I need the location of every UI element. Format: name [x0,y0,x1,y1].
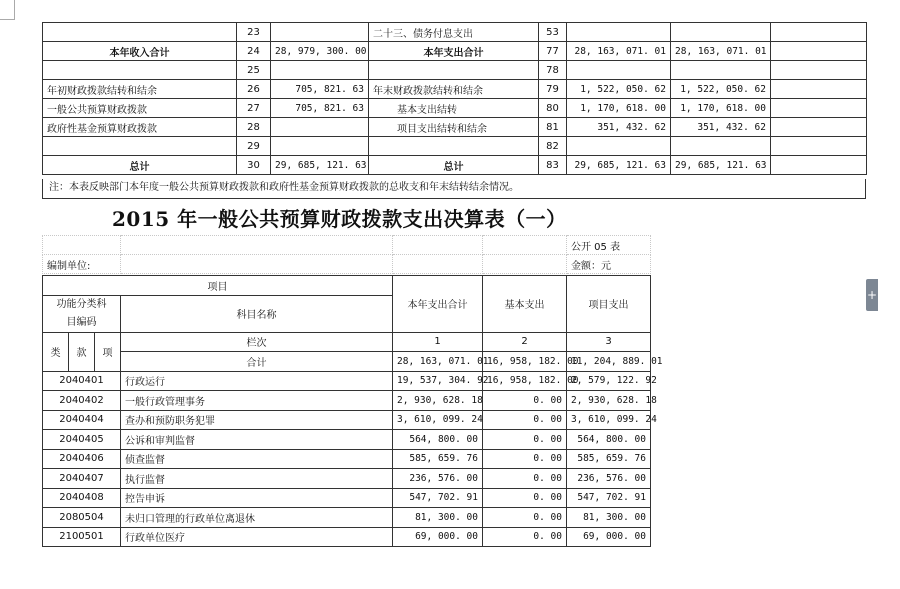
expenditure-rows [43,276,663,547]
subject-name: 公诉和审判监督 [121,430,393,450]
income-line-number: 30 [237,156,271,175]
subject-name: 控告申诉 [121,488,393,508]
basic-expense: 0. 00 [483,430,567,450]
income-expense-rows [43,23,867,175]
table-row [43,449,651,469]
expense-amount-total [567,137,671,156]
column-number-3: 3 [567,332,651,352]
expense-amount-total [567,61,671,80]
expense-item-label: 项目支出结转和结余 [369,118,539,137]
subject-name: 行政运行 [121,371,393,391]
table-row [43,391,651,411]
table-row [43,469,651,489]
total-expense: 585, 659. 76 [393,449,483,469]
income-item-label: 总计 [43,156,237,175]
project-expense: 81, 300. 00 [567,508,651,528]
total-expense: 547, 702. 91 [393,488,483,508]
expense-item-label [369,137,539,156]
expense-amount-total [567,23,671,42]
income-item-label [43,23,237,42]
expense-item-label: 年末财政拨款结转和结余 [369,80,539,99]
subject-name: 未归口管理的行政单位离退休 [121,508,393,528]
table-row [43,137,867,156]
income-amount: 705, 821. 63 [271,99,369,118]
basic-expense: 0. 00 [483,527,567,547]
table-row [43,99,867,118]
income-item-label [43,137,237,156]
table-row [43,430,651,450]
total-expense: 236, 576. 00 [393,469,483,489]
column-number-2: 2 [483,332,567,352]
expense-item-label: 基本支出结转 [369,99,539,118]
header-xiang: 项 [95,332,121,371]
income-amount [271,118,369,137]
subject-name: 执行监督 [121,469,393,489]
header-lei: 类 [43,332,69,371]
table-row [43,23,867,42]
item-header: 项目 [43,276,393,296]
basic-expense: 0. 00 [483,449,567,469]
project-expense: 2, 579, 122. 92 [567,371,651,391]
income-amount [271,137,369,156]
function-code: 2040402 [43,391,121,411]
income-line-number: 24 [237,42,271,61]
blank-cell [771,99,867,118]
income-line-number: 28 [237,118,271,137]
total-expense: 564, 800. 00 [393,430,483,450]
income-amount: 705, 821. 63 [271,80,369,99]
blank-cell [771,61,867,80]
expense-line-number: 82 [539,137,567,156]
expand-panel-button[interactable]: + [866,279,878,311]
table-row [43,156,867,175]
header-subject-name: 科目名称 [121,295,393,332]
sum-total: 28, 163, 071. 01 [393,352,483,372]
table-row [43,488,651,508]
project-expense: 564, 800. 00 [567,430,651,450]
income-amount [271,23,369,42]
expense-amount-budget: 29, 685, 121. 63 [671,156,771,175]
function-code: 2040408 [43,488,121,508]
income-item-label: 一般公共预算财政拨款 [43,99,237,118]
expense-line-number: 81 [539,118,567,137]
expense-item-label: 本年支出合计 [369,42,539,61]
project-expense: 547, 702. 91 [567,488,651,508]
page-corner-mark-h [0,19,14,20]
subject-name: 一般行政管理事务 [121,391,393,411]
project-expense: 585, 659. 76 [567,449,651,469]
income-line-number: 23 [237,23,271,42]
income-line-number: 29 [237,137,271,156]
income-item-label [43,61,237,80]
page-corner-mark [14,0,15,20]
table-row [43,61,867,80]
header-func-code: 功能分类科目编码 [43,295,121,332]
expense-line-number: 78 [539,61,567,80]
basic-expense: 0. 00 [483,508,567,528]
expense-amount-budget: 351, 432. 62 [671,118,771,137]
income-item-label: 年初财政拨款结转和结余 [43,80,237,99]
amount-unit: 金额：元 [567,255,651,274]
expense-amount-budget: 28, 163, 071. 01 [671,42,771,61]
blank-cell [771,156,867,175]
function-code: 2040404 [43,410,121,430]
function-code: 2040406 [43,449,121,469]
table-row [43,410,651,430]
expense-item-label: 二十三、债务付息支出 [369,23,539,42]
function-code: 2040405 [43,430,121,450]
sum-label: 合计 [121,352,393,372]
function-code: 2040401 [43,371,121,391]
function-code: 2040407 [43,469,121,489]
report-header-grid [42,235,651,274]
table-row [43,371,651,391]
expense-line-number: 80 [539,99,567,118]
expense-amount-budget [671,137,771,156]
basic-expense: 16, 958, 182. 00 [483,371,567,391]
income-line-number: 25 [237,61,271,80]
project-expense: 3, 610, 099. 24 [567,410,651,430]
expense-amount-total: 1, 522, 050. 62 [567,80,671,99]
sum-basic: 16, 958, 182. 00 [483,352,567,372]
header-kuan: 款 [69,332,95,371]
subject-name: 行政单位医疗 [121,527,393,547]
expense-amount-total: 1, 170, 618. 00 [567,99,671,118]
expense-amount-total: 28, 163, 071. 01 [567,42,671,61]
expenditure-table [42,275,663,547]
sum-project: 11, 204, 889. 01 [567,352,651,372]
header-project: 项目支出 [567,276,651,333]
total-expense: 81, 300. 00 [393,508,483,528]
form-number: 公开 05 表 [567,236,651,255]
unit-label: 编制单位: [43,255,121,274]
table-row [43,508,651,528]
total-expense: 19, 537, 304. 92 [393,371,483,391]
expense-amount-budget: 1, 170, 618. 00 [671,99,771,118]
blank-cell [771,80,867,99]
column-label: 栏次 [121,332,393,352]
table-row [43,42,867,61]
income-expense-table [42,22,867,175]
blank-cell [771,23,867,42]
income-item-label: 本年收入合计 [43,42,237,61]
project-expense: 236, 576. 00 [567,469,651,489]
table-row [43,80,867,99]
expense-amount-budget [671,23,771,42]
basic-expense: 0. 00 [483,488,567,508]
function-code: 2100501 [43,527,121,547]
blank-cell [771,137,867,156]
expense-line-number: 77 [539,42,567,61]
expense-amount-total: 351, 432. 62 [567,118,671,137]
subject-name: 查办和预防职务犯罪 [121,410,393,430]
income-amount: 29, 685, 121. 63 [271,156,369,175]
expense-amount-budget [671,61,771,80]
project-expense: 69, 000. 00 [567,527,651,547]
project-expense: 2, 930, 628. 18 [567,391,651,411]
report-title: 2015 年一般公共预算财政拨款支出决算表（一） [112,207,567,231]
expense-line-number: 83 [539,156,567,175]
expense-line-number: 79 [539,80,567,99]
blank-cell [771,118,867,137]
income-amount: 28, 979, 300. 00 [271,42,369,61]
income-line-number: 26 [237,80,271,99]
header-basic: 基本支出 [483,276,567,333]
expense-amount-total: 29, 685, 121. 63 [567,156,671,175]
income-item-label: 政府性基金预算财政拨款 [43,118,237,137]
total-expense: 69, 000. 00 [393,527,483,547]
expense-item-label: 总计 [369,156,539,175]
table-row [43,527,651,547]
basic-expense: 0. 00 [483,391,567,411]
table-note: 注：本表反映部门本年度一般公共预算财政拨款和政府性基金预算财政拨款的总收支和年末结转结余情况。 [42,179,866,199]
total-expense: 3, 610, 099. 24 [393,410,483,430]
table-row [43,118,867,137]
blank-cell [771,42,867,61]
basic-expense: 0. 00 [483,469,567,489]
expense-line-number: 53 [539,23,567,42]
subject-name: 侦查监督 [121,449,393,469]
expense-amount-budget: 1, 522, 050. 62 [671,80,771,99]
total-expense: 2, 930, 628. 18 [393,391,483,411]
column-number-1: 1 [393,332,483,352]
income-amount [271,61,369,80]
basic-expense: 0. 00 [483,410,567,430]
header-total: 本年支出合计 [393,276,483,333]
income-line-number: 27 [237,99,271,118]
expense-item-label [369,61,539,80]
function-code: 2080504 [43,508,121,528]
